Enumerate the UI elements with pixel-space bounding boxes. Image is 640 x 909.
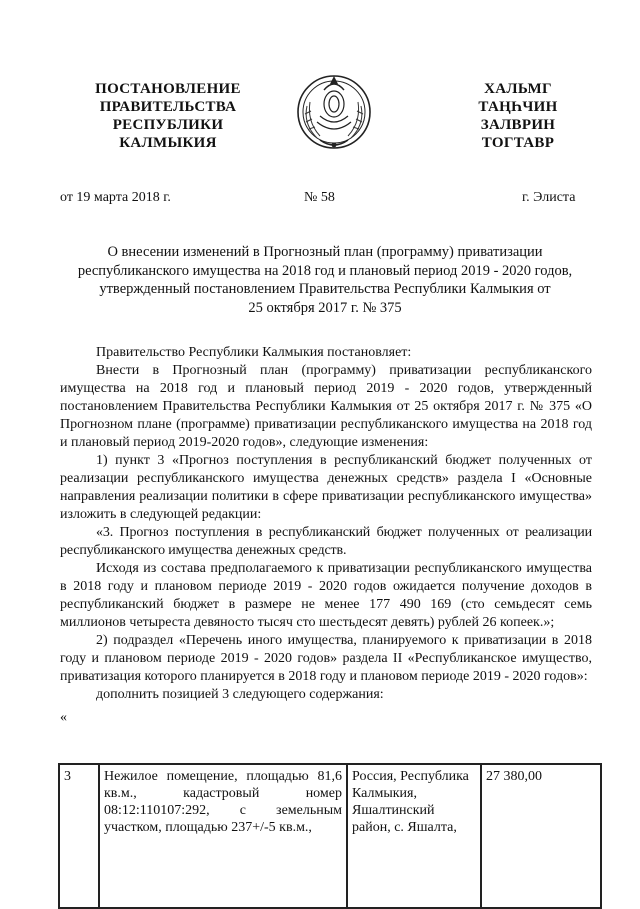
issuer-line: ХАЛЬМГ — [484, 81, 552, 97]
intro-paragraph: Правительство Республики Калмыкия постановляет: — [96, 345, 412, 360]
opening-quote-mark: « — [60, 710, 67, 725]
paragraph-item-1: 1) пункт 3 «Прогноз поступления в республиканский бюджет полученных от реализации республиканского имущества денежных средств» раздела I «Основные направления реализации политики в сфере приватизации республиканского имущества» изложить в следующей редакции: — [60, 453, 592, 522]
property-location-cell: Россия, Республика Калмыкия, Яшалтинский район, с. Яшалта, — [347, 764, 481, 908]
property-table — [58, 763, 602, 909]
paragraph-quoted-point-3: «3. Прогноз поступления в республиканский бюджет полученных от реализации республиканского имущества денежных средств. — [60, 525, 592, 558]
title-line: утвержденный постановлением Правительства Республики Калмыкия от — [99, 281, 551, 297]
document-date: от 19 марта 2018 г. — [60, 190, 171, 205]
title-line: 25 октября 2017 г. № 375 — [248, 299, 402, 316]
issuer-line: КАЛМЫКИЯ — [119, 135, 217, 151]
title-line: республиканского имущества на 2018 год и плановый период 2019 - 2020 годов, — [77, 262, 573, 279]
paragraph-add-position: дополнить позицией 3 следующего содержания: — [96, 687, 384, 702]
kalmykia-coat-of-arms-icon — [295, 66, 373, 154]
issuer-line: РЕСПУБЛИКИ — [112, 117, 224, 133]
issuer-line: ТОГТАВР — [481, 135, 555, 151]
document-number: № 58 — [304, 190, 335, 205]
paragraph-revenue-forecast: Исходя из состава предполагаемого к приватизации республиканского имущества в 2018 году и плановом периоде 2019 - 2020 годов ожидается получение доходов в республиканский бюджет в размере не менее 177 490 169 (сто семьдесят семь миллионов четыреста девяносто тысяч сто шестьдесят девять) рублей 26 копеек.»; — [60, 561, 592, 630]
title-line: О внесении изменений в Прогнозный план (программу) приватизации — [107, 244, 543, 260]
issuer-line: ЗАЛВРИН — [480, 117, 556, 133]
issuer-line: ПРАВИТЕЛЬСТВА — [99, 99, 237, 115]
paragraph-item-2: 2) подраздел «Перечень иного имущества, планируемого к приватизации в 2018 году и плановом периоде 2019 - 2020 годов» раздела II «Республиканское имущество, приватизация которого планируется в 2018 году и плановом периоде 2019 - 2020 годов»: — [60, 633, 592, 684]
document-city: г. Элиста — [522, 190, 576, 205]
row-number-cell: 3 — [59, 764, 99, 908]
document-body — [60, 344, 592, 725]
document-title — [60, 243, 590, 317]
table-row — [59, 764, 601, 908]
issuer-line: ПОСТАНОВЛЕНИЕ — [95, 81, 241, 97]
paragraph-changes: Внести в Прогнозный план (программу) приватизации республиканского имущества на 2018 год и плановый период 2019 - 2020 годов, утвержденный постановлением Правительства Республики Калмыкия от 25 октября 2017 г. № 375 «О Прогнозном плане (программе) приватизации республиканского имущества на 2018 год и плановый период 2019-2020 годов», следующие изменения: — [60, 363, 592, 450]
issuer-name-russian — [88, 80, 248, 152]
property-description-cell: Нежилое помещение, площадью 81,6 кв.м., кадастровый номер 08:12:110107:292, с земельным участком, площадью 237+/-5 кв.м., — [99, 764, 347, 908]
issuer-line: ТАҢҺЧИН — [478, 99, 558, 115]
issuer-name-kalmyk — [458, 80, 578, 152]
property-value-cell: 27 380,00 — [481, 764, 601, 908]
